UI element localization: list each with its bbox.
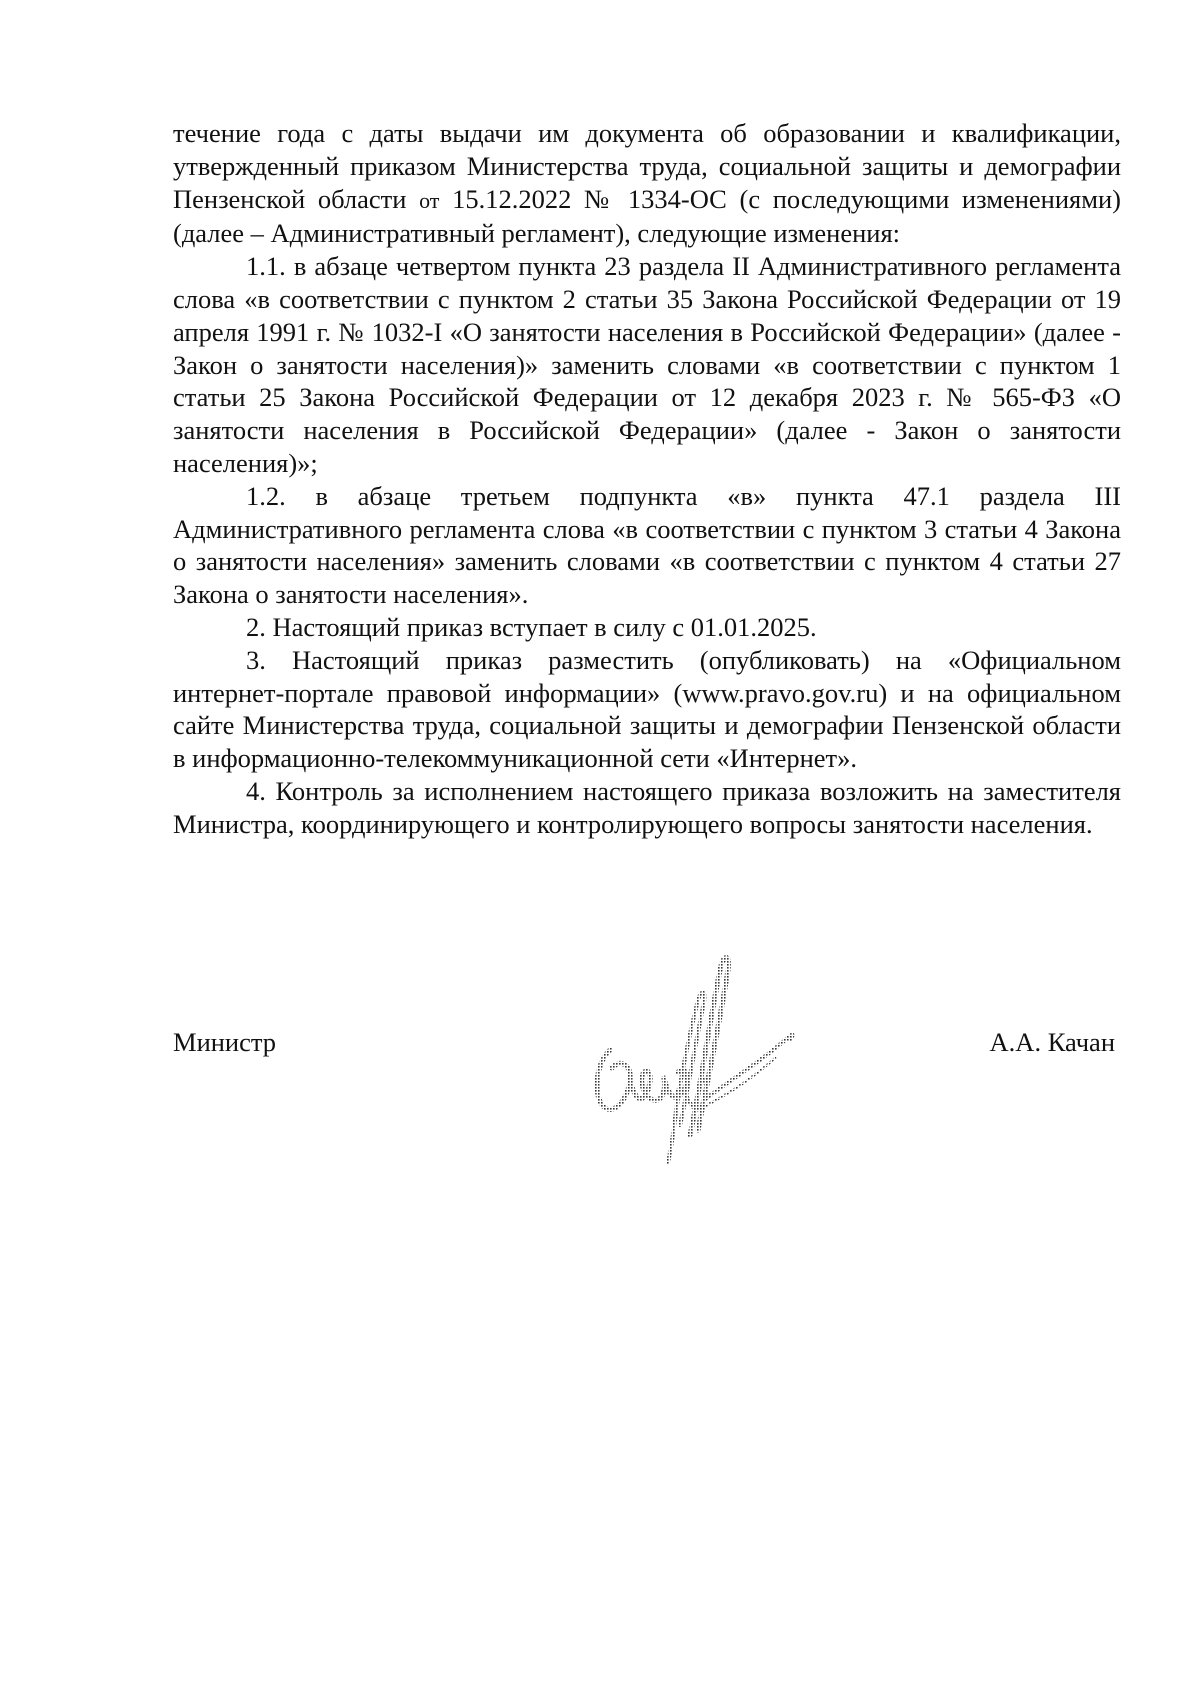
handwritten-signature	[580, 940, 800, 1170]
document-body	[173, 117, 1121, 841]
paragraph-intro-rest: 15.12.2022 № 1334-ОС (с последующими изменениями) (далее – Административный регламент), следующие изменения:	[173, 183, 1121, 249]
paragraph-item-1-2: 1.2. в абзаце третьем подпункта «в» пункта 47.1 раздела III Административного регламента слова «в соответствии с пунктом 3 статьи 4 Закона о занятости населения» заменить словами «в соответствии с пунктом 4 статьи 27 Закона о занятости населения».	[173, 480, 1121, 610]
paragraph-item-2: 2. Настоящий приказ вступает в силу с 01.01.2025.	[246, 611, 817, 642]
signatory-name: А.А. Качан	[989, 1027, 1115, 1057]
signatory-role: Министр	[173, 1027, 277, 1057]
paragraph-intro-continuation	[173, 117, 1121, 250]
paragraph-item-3: 3. Настоящий приказ разместить (опубликовать) на «Официальном интернет-портале правовой информации» (www.pravo.gov.ru) и на официальном сайте Министерства труда, социальной защиты и демографии Пензенской области в информационно-телекоммуникационной сети «Интернет».	[173, 644, 1121, 774]
paragraph-item-1-1: 1.1. в абзаце четвертом пункта 23 раздела II Административного регламента слова «в соответствии с пунктом 2 статьи 35 Закона Российской Федерации от 19 апреля 1991 г. № 1032-I «О занятости населения в Российской Федерации» (далее - Закон о занятости населения)» заменить словами «в соответствии с пунктом 1 статьи 25 Закона Российской Федерации от 12 декабря 2023 г. № 565-ФЗ «О занятости населения в Российской Федерации» (далее - Закон о занятости населения)»;	[173, 251, 1121, 478]
paragraph-item-4: 4. Контроль за исполнением настоящего приказа возложить на заместителя Министра, координирующего и контролирующего вопросы занятости населения.	[173, 775, 1121, 839]
paragraph-intro-from: от	[419, 187, 440, 213]
paragraph-intro-text: течение года с даты выдачи им документа об образовании и квалификации, утвержденный приказом Министерства труда, социальной защиты и демографии Пензенской области	[173, 118, 1121, 214]
